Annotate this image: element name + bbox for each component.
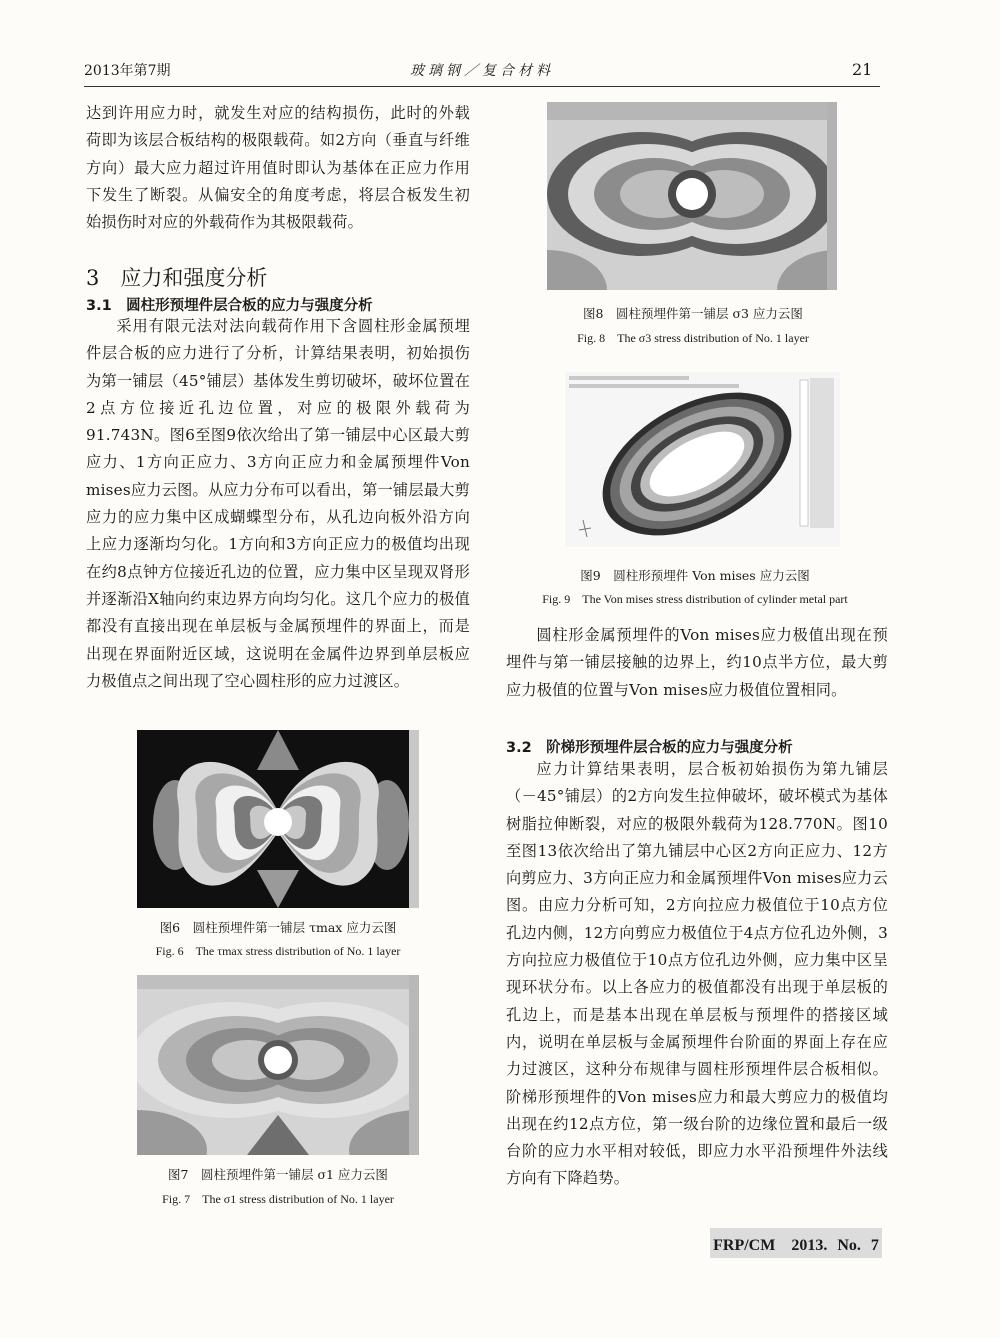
section-title: 3 应力和强度分析 (86, 266, 268, 290)
figure-6-caption-cn: 图6 圆柱预埋件第一铺层 τmax 应力云图 (159, 920, 397, 935)
header-rule (84, 86, 880, 87)
right-paragraph-1: 圆柱形金属预埋件的Von mises应力极值出现在预埋件与第一铺层接触的边界上，约10点半方位，最大剪应力极值的位置与Von mises应力极值位置相同。 (506, 626, 888, 699)
subsection-title-3-1: 3.1 圆柱形预埋件层合板的应力与强度分析 (86, 298, 373, 314)
figure-6-caption-en: Fig. 6 The τmax stress distribution of No. 1 layer (155, 944, 401, 958)
figure-7-caption-cn: 图7 圆柱预埋件第一铺层 σ1 应力云图 (168, 1167, 388, 1182)
figure-6-image (137, 730, 419, 908)
header-journal-title: 玻璃钢／复合材料 (410, 63, 554, 79)
figure-8-image (547, 102, 837, 290)
subsection-title-3-2: 3.2 阶梯形预埋件层合板的应力与强度分析 (506, 740, 793, 756)
figure-9-image (565, 372, 840, 547)
figure-7-caption-en: Fig. 7 The σ1 stress distribution of No. 1 layer (162, 1192, 394, 1206)
right-paragraph-2: 应力计算结果表明，层合板初始损伤为第九铺层（－45°铺层）的2方向发生拉伸破坏，破坏模式为基体树脂拉伸断裂，对应的极限外载荷为128.770N。图10至图13依次给出了第九铺层中心区2方向正应力、12方向剪应力、3方向正应力和金属预埋件Von mises应力云图。由应力分析可知，2方向拉应力极值位于10点方位孔边内侧，12方向剪应力极值位于4点方位孔边外侧，3方向拉应力极值位于10点方位孔边外侧，应力集中区呈现环状分布。以上各应力的极值都没有出现于单层板的孔边上，而是基本出现在单层板与预埋件的搭接区域内，说明在单层板与金属预埋件台阶面的界面上存在应力过渡区，这种分布规律与圆柱形预埋件层合板相似。阶梯形预埋件的Von mises应力和最大剪应力的极值均出现在约12点方位，第一级台阶的边缘位置和最后一级台阶的应力水平相对较低，即应力水平沿预埋件外法线方向有下降趋势。 (506, 760, 888, 1188)
footer-journal-box: FRP/CM 2013. No. 7 (710, 1228, 882, 1258)
left-body-paragraph: 采用有限元法对法向载荷作用下含圆柱形金属预埋件层合板的应力进行了分析，计算结果表明，初始损伤为第一铺层（45°铺层）基体发生剪切破坏，破坏位置在2点方位接近孔边位置，对应的极限外载荷为91.743N。图6至图9依次给出了第一铺层中心区最大剪应力、1方向正应力、3方向正应力和金属预埋件Von mises应力云图。从应力分布可以看出，第一铺层最大剪应力的应力集中区成蝴蝶型分布，从孔边向板外沿方向上应力逐渐均匀化。1方向和3方向正应力的极值均出现在约8点钟方位接近孔边的位置，应力集中区呈现双肾形并逐渐沿X轴向约束边界方向均匀化。这几个应力的极值都没有直接出现在单层板与金属预埋件的界面上，而是出现在界面附近区域，这说明在金属件边界到单层板应力极值点之间出现了空心圆柱形的应力过渡区。 (86, 317, 470, 690)
figure-7-image (137, 975, 419, 1155)
figure-9-caption-cn: 图9 圆柱形预埋件 Von mises 应力云图 (580, 568, 810, 583)
figure-9-caption-en: Fig. 9 The Von mises stress distribution of cylinder metal part (542, 592, 848, 606)
figure-8-caption-en: Fig. 8 The σ3 stress distribution of No. 1 layer (577, 331, 809, 345)
header-issue: 2013年第7期 (84, 63, 171, 79)
left-intro-paragraph: 达到许用应力时，就发生对应的结构损伤，此时的外载荷即为该层合板结构的极限载荷。如2方向（垂直与纤维方向）最大应力超过许用值时即认为基体在正应力作用下发生了断裂。从偏安全的角度考虑，将层合板发生初始损伤时对应的外载荷作为其极限载荷。 (86, 104, 470, 232)
header-page-number: 21 (852, 60, 873, 79)
figure-8-caption-cn: 图8 圆柱预埋件第一铺层 σ3 应力云图 (583, 306, 803, 321)
